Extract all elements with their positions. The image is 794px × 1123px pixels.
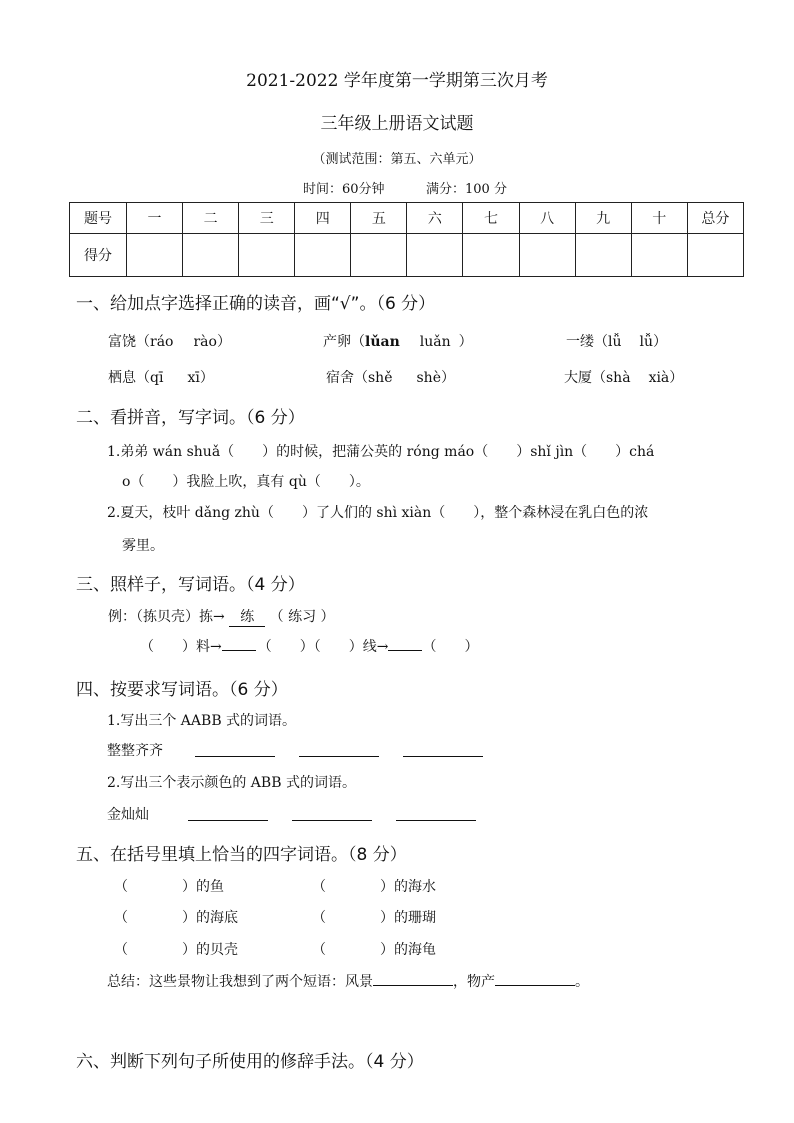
score-table-cell: 二 — [183, 203, 239, 234]
item-word: 产卵（ — [323, 334, 365, 350]
open-paren: （ — [114, 879, 128, 895]
score-table-cell: 一 — [127, 203, 183, 234]
answer-blank[interactable] — [188, 806, 268, 821]
summary-text: 。 — [575, 974, 589, 990]
item-close: ） — [458, 334, 473, 350]
score-table-score-row — [70, 234, 744, 277]
option-a[interactable]: lǔan — [365, 334, 400, 350]
score-input-cell[interactable] — [463, 234, 519, 277]
answer-blank[interactable] — [222, 636, 256, 651]
score-table-cell: 题号 — [70, 203, 127, 234]
pinyin-choice-item — [566, 331, 667, 351]
exam-full-score: 满分：100 分 — [426, 182, 507, 197]
open-paren: （ — [114, 942, 128, 958]
fill-item-text: ）的鱼 — [182, 879, 224, 895]
question-text: 1.写出三个 AABB 式的词语。 — [107, 713, 297, 729]
section-5-heading: 五、在括号里填上恰当的四字词语。（8 分） — [76, 845, 407, 865]
answer-blank[interactable] — [326, 908, 380, 922]
exam-subtitle: 三年级上册语文试题 — [320, 114, 474, 134]
fill-item — [114, 876, 224, 896]
option-b[interactable]: rào — [193, 334, 217, 350]
fill-item-text: ）的贝壳 — [182, 942, 238, 958]
question-text: 2.写出三个表示颜色的 ABB 式的词语。 — [107, 775, 356, 791]
option-b[interactable]: lǚ — [639, 334, 653, 350]
task-c-text: （ ） — [422, 639, 479, 655]
option-a[interactable]: ráo — [150, 334, 174, 350]
score-input-cell[interactable] — [407, 234, 463, 277]
option-b[interactable]: luǎn — [419, 334, 451, 350]
example-prefix: 例：（拣贝壳）拣→ — [108, 609, 225, 625]
section-2-line: o（ ）我脸上吹，真有 qù（ ）。 — [122, 474, 370, 490]
item-close: ） — [441, 370, 455, 386]
pinyin-choice-item — [326, 367, 455, 387]
score-table-cell: 四 — [295, 203, 351, 234]
item-word: 富饶（ — [108, 334, 150, 350]
score-input-cell[interactable] — [575, 234, 631, 277]
section-2-line: 1.弟弟 wán shuǎ（ ）的时候，把蒲公英的 róng máo（ ）shǐ jìn（ ）chá — [107, 444, 655, 460]
example-suffix: （ 练习 ） — [269, 609, 335, 625]
score-input-cell[interactable] — [183, 234, 239, 277]
score-input-cell[interactable] — [127, 234, 183, 277]
score-input-cell[interactable] — [687, 234, 743, 277]
example-line — [108, 606, 335, 627]
section-1-heading: 一、给加点字选择正确的读音，画“√”。（6 分） — [76, 294, 436, 314]
score-input-cell[interactable] — [519, 234, 575, 277]
option-b[interactable]: xià — [648, 370, 670, 386]
score-table-cell: 三 — [239, 203, 295, 234]
item-close: ） — [216, 334, 231, 350]
score-table-header-row — [70, 203, 744, 234]
item-close: ） — [653, 334, 667, 350]
pinyin-choice-item — [108, 331, 231, 351]
pinyin-choice-item — [323, 331, 473, 351]
score-input-cell[interactable] — [351, 234, 407, 277]
score-table-cell: 八 — [519, 203, 575, 234]
answer-blank[interactable] — [128, 877, 182, 891]
item-close: ） — [669, 370, 684, 386]
section-4-heading: 四、按要求写词语。（6 分） — [76, 680, 288, 700]
fill-item — [312, 876, 436, 896]
section-2-heading: 二、看拼音，写字词。（6 分） — [76, 408, 305, 428]
option-a[interactable]: qī — [150, 370, 164, 386]
fill-item — [114, 939, 238, 959]
score-input-cell[interactable] — [239, 234, 295, 277]
example-word: 金灿灿 — [107, 807, 149, 823]
score-table-cell: 十 — [631, 203, 687, 234]
option-a[interactable]: shà — [606, 370, 631, 386]
score-input-cell[interactable] — [295, 234, 351, 277]
answer-blank[interactable] — [326, 940, 380, 954]
option-a[interactable]: lǚ — [608, 334, 622, 350]
score-table-cell: 九 — [575, 203, 631, 234]
open-paren: （ — [312, 879, 326, 895]
task-a-text: （ ）料→ — [140, 639, 222, 655]
task-b-text: （ ）（ ）线→ — [257, 639, 389, 655]
item-close: ） — [199, 370, 214, 386]
item-word: 宿舍（ — [326, 370, 368, 386]
fill-item — [312, 907, 436, 927]
fill-item-text: ）的珊瑚 — [380, 910, 436, 926]
summary-text: ，物产 — [453, 974, 495, 990]
answer-blank[interactable] — [195, 742, 275, 757]
answer-blank[interactable] — [326, 877, 380, 891]
item-word: 一缕（ — [566, 334, 608, 350]
fill-item — [312, 939, 436, 959]
score-table-cell: 总分 — [687, 203, 743, 234]
option-a[interactable]: shě — [368, 370, 393, 386]
example-answer: 练 — [229, 606, 265, 627]
fill-item-text: ）的海龟 — [380, 942, 436, 958]
summary-text: 总结：这些景物让我想到了两个短语：风景 — [107, 974, 373, 990]
section-6-heading: 六、判断下列句子所使用的修辞手法。（4 分） — [76, 1052, 424, 1072]
pinyin-choice-item — [564, 367, 683, 387]
option-b[interactable]: shè — [416, 370, 441, 386]
open-paren: （ — [312, 942, 326, 958]
section-2-line: 2.夏天，枝叶 dǎng zhù（ ）了人们的 shì xiàn（ ），整个森林浸在乳白色的浓 — [107, 505, 649, 521]
exam-time: 时间：60分钟 — [303, 182, 385, 197]
open-paren: （ — [114, 910, 128, 926]
score-table — [69, 202, 744, 277]
answer-blank[interactable] — [396, 806, 476, 821]
section-2-line: 雾里。 — [122, 538, 164, 554]
summary-line — [107, 971, 589, 991]
answer-blank[interactable] — [373, 971, 453, 986]
item-word: 大厦（ — [564, 370, 606, 386]
answer-blank[interactable] — [292, 806, 372, 821]
answer-blank[interactable] — [388, 636, 422, 651]
option-b[interactable]: xī — [187, 370, 200, 386]
score-table-cell: 六 — [407, 203, 463, 234]
task-line — [140, 636, 478, 656]
score-input-cell[interactable] — [631, 234, 687, 277]
fill-item-text: ）的海水 — [380, 879, 436, 895]
score-table-cell: 七 — [463, 203, 519, 234]
score-label: 得分 — [70, 234, 127, 277]
item-word: 栖息（ — [108, 370, 150, 386]
section-3-heading: 三、照样子，写词语。（4 分） — [76, 575, 305, 595]
example-word: 整整齐齐 — [107, 743, 163, 759]
answer-blank[interactable] — [128, 940, 182, 954]
exam-scope: （测试范围：第五、六单元） — [312, 152, 482, 167]
fill-item — [114, 907, 238, 927]
score-table-cell: 五 — [351, 203, 407, 234]
answer-blank[interactable] — [403, 742, 483, 757]
answer-blank[interactable] — [495, 971, 575, 986]
pinyin-choice-item — [108, 367, 214, 387]
answer-blank[interactable] — [299, 742, 379, 757]
exam-title: 2021-2022 学年度第一学期第三次月考 — [246, 71, 548, 91]
open-paren: （ — [312, 910, 326, 926]
fill-item-text: ）的海底 — [182, 910, 238, 926]
answer-blank[interactable] — [128, 908, 182, 922]
